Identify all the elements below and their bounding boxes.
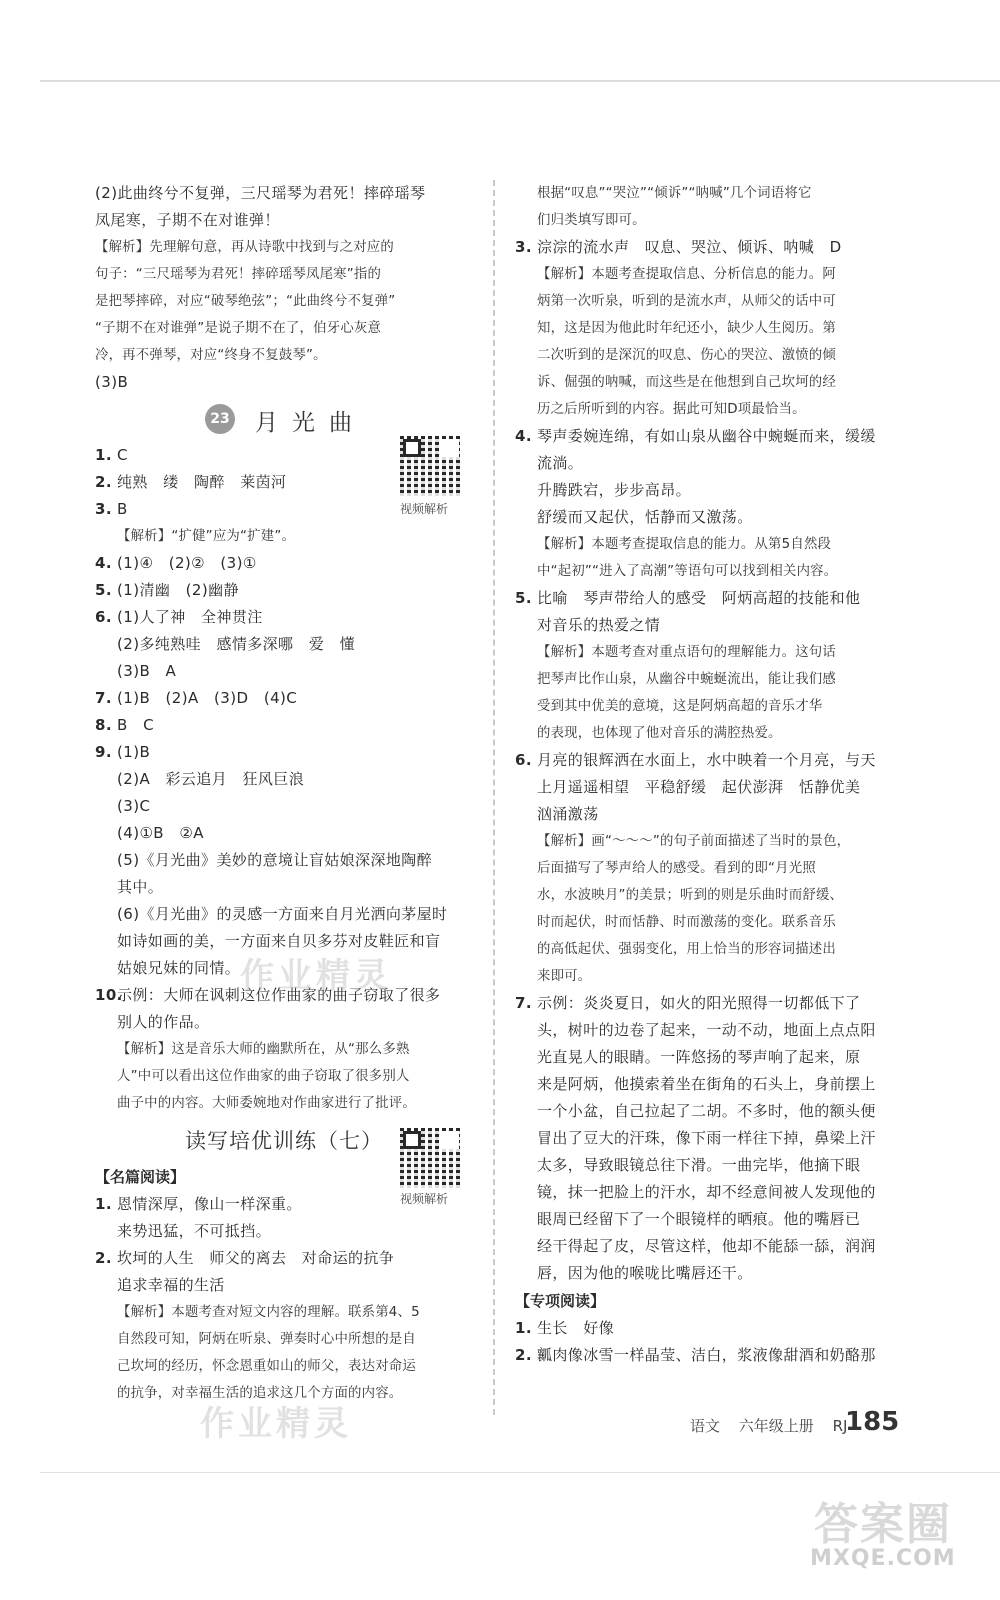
top-rule: [40, 80, 1000, 82]
answer-line: [95, 1009, 480, 1036]
answer-line: [515, 423, 910, 450]
answer-text: 示例：大师在讽刺这位作曲家的曲子窃取了很多: [117, 986, 441, 1004]
answer-line: [95, 847, 480, 874]
training-answers: [95, 1191, 480, 1407]
explanation-text: 的抗争，对幸福生活的追求这几个方面的内容。: [117, 1386, 403, 1401]
answer-text: 经干得起了皮，尽管这样，他却不能舔一舔，润润: [537, 1237, 876, 1255]
answer-line: [515, 504, 910, 531]
explanation-line: [515, 666, 910, 693]
answer-line: [515, 585, 910, 612]
explanation-line: “子期不在对谁弹”是说子期不在了，伯牙心灰意: [95, 321, 382, 336]
left-column: [95, 180, 480, 1407]
answer-line: [515, 1125, 910, 1152]
explanation-text: 炳第一次听泉，听到的是流水声，从师父的话中可: [537, 294, 836, 309]
explanation-line: [515, 180, 910, 207]
lesson-number-badge: 23: [205, 404, 235, 434]
explanation-text: 来即可。: [537, 969, 592, 984]
answer-text: 头，树叶的边卷了起来，一动不动，地面上点点阳: [537, 1021, 876, 1039]
answer-text: 汹涌激荡: [537, 805, 599, 823]
answer-text: 来是阿炳，他摸索着坐在街角的石头上，身前摆上: [537, 1075, 876, 1093]
training-title: 读写培优训练（七）: [185, 1129, 383, 1153]
answer-text: 一个小盆，自己拉起了二胡。不多时，他的额头便: [537, 1102, 876, 1120]
explanation-line: [515, 558, 910, 585]
answer-text: (4)①B ②A: [117, 824, 204, 842]
explanation-text: 人”中可以看出这位作曲家的曲子窃取了很多别人: [117, 1069, 410, 1084]
question-number: 9.: [95, 743, 112, 761]
explanation-text: 水，水波映月”的美景；听到的则是乐曲时而舒缓、: [537, 888, 844, 903]
answer-text: 比喻 琴声带给人的感受 阿炳高超的技能和他: [537, 589, 861, 607]
answer-text: (5)《月光曲》美妙的意境让盲姑娘深深地陶醉: [117, 851, 433, 869]
explanation-line: 是把琴摔碎，对应“破琴绝弦”；“此曲终兮不复弹”: [95, 294, 396, 309]
question-number: 6.: [95, 608, 112, 626]
answer-line: [95, 631, 480, 658]
explanation-text: 受到其中优美的意境，这是阿炳高超的音乐才华: [537, 699, 823, 714]
explanation-line: [515, 963, 910, 990]
answer-line: 凤尾寒，子期不在对谁弹！: [95, 211, 280, 229]
answer-text: 生长 好像: [537, 1319, 615, 1337]
qr-code-icon[interactable]: [400, 1128, 460, 1188]
explanation-text: 后面描写了琴声给人的感受。看到的即“月光照: [537, 861, 816, 876]
explanation-line: [95, 1353, 480, 1380]
question-number: 5.: [95, 581, 112, 599]
answer-text: 恩情深厚，像山一样深重。: [117, 1195, 302, 1213]
answer-text: (3)B A: [117, 662, 177, 680]
qr-code-icon[interactable]: [400, 436, 460, 496]
answer-text: 坎坷的人生 师父的离去 对命运的抗争: [117, 1249, 395, 1267]
brand-logo: [810, 1488, 970, 1588]
answer-line: [515, 1017, 910, 1044]
question-number: 2.: [515, 1346, 532, 1364]
explanation-line: [95, 1090, 480, 1117]
explanation-line: [515, 936, 910, 963]
explanation-text: 【解析】本题考查对短文内容的理解。联系第4、5: [117, 1305, 420, 1320]
question-number: 2.: [95, 1249, 112, 1267]
watermark: 作业精灵: [240, 956, 392, 996]
explanation-text: 二次听到的是深沉的叹息、伤心的哭泣、激愤的倾: [537, 348, 836, 363]
answer-line: [515, 1152, 910, 1179]
answer-line: [515, 990, 910, 1017]
answer-text: (2)A 彩云追月 狂风巨浪: [117, 770, 305, 788]
answer-text: 唇，因为他的喉咙比嘴唇还干。: [537, 1264, 753, 1282]
answer-text: 来势迅猛，不可抵挡。: [117, 1222, 272, 1240]
explanation-line: [515, 855, 910, 882]
answer-text: 舒缓而又起伏，恬静而又激荡。: [537, 508, 753, 526]
explanation-text: 根据“叹息”“哭泣”“倾诉”“呐喊”几个词语将它: [537, 186, 812, 201]
explanation-line: [515, 207, 910, 234]
answer-line: [95, 766, 480, 793]
answer-text: (3)C: [117, 797, 151, 815]
answer-line: [95, 658, 480, 685]
explanation-text: 【解析】“扩健”应为“扩建”。: [117, 529, 296, 544]
lesson-title-row: [95, 400, 480, 440]
answer-line: [515, 234, 910, 261]
explanation-text: 自然段可知，阿炳在听泉、弹奏时心中所想的是自: [117, 1332, 416, 1347]
explanation-line: 冷，再不弹琴，对应“终身不复鼓琴”。: [95, 348, 327, 363]
answer-line: [515, 801, 910, 828]
brand-logo-text: 答案圈: [814, 1499, 952, 1550]
answer-line: [95, 712, 480, 739]
answer-line: [95, 820, 480, 847]
answer-line: [515, 747, 910, 774]
answer-text: 追求幸福的生活: [117, 1276, 225, 1294]
answer-line: [95, 739, 480, 766]
answer-line: [515, 612, 910, 639]
explanation-line: [95, 523, 480, 550]
answer-text: 镜，抹一把脸上的汗水，却不经意间被人发现他的: [537, 1183, 876, 1201]
answer-text: (1)④ (2)② (3)①: [117, 554, 257, 572]
right-column: [515, 180, 910, 1369]
answer-line: [515, 1071, 910, 1098]
bottom-rule: [40, 1472, 1000, 1473]
column-divider: [493, 180, 495, 1415]
watermark: 作业精灵: [200, 1404, 352, 1444]
explanation-text: 的高低起伏、强弱变化，用上恰当的形容词描述出: [537, 942, 836, 957]
explanation-line: 句子：“三尺瑶琴为君死！摔碎瑶琴凤尾寒”指的: [95, 267, 382, 282]
question-number: 8.: [95, 716, 112, 734]
answer-text: 流淌。: [537, 454, 584, 472]
question-number: 4.: [515, 427, 532, 445]
lesson-answers: [95, 442, 480, 1117]
answer-line: [515, 1098, 910, 1125]
answer-line: [515, 477, 910, 504]
explanation-line: [95, 1326, 480, 1353]
explanation-text: 中“起初”“进入了高潮”等语句可以找到相关内容。: [537, 564, 838, 579]
explanation-line: [515, 342, 910, 369]
question-number: 3.: [95, 500, 112, 518]
answer-line: [95, 793, 480, 820]
explanation-line: [515, 288, 910, 315]
explanation-line: [515, 639, 910, 666]
explanation-line: [515, 369, 910, 396]
answer-text: (1)人了神 全神贯注: [117, 608, 263, 626]
answer-text: 别人的作品。: [117, 1013, 210, 1031]
explanation-line: [515, 315, 910, 342]
explanation-line: [95, 1063, 480, 1090]
explanation-text: 知，这是因为他此时年纪还小，缺少人生阅历。第: [537, 321, 836, 336]
answer-line: [95, 874, 480, 901]
answer-line: [515, 450, 910, 477]
question-number: 2.: [95, 473, 112, 491]
answer-text: 姑娘兄妹的同情。: [117, 959, 241, 977]
explanation-text: 【解析】本题考查提取信息、分析信息的能力。阿: [537, 267, 836, 282]
brand-logo-url: MXQE.COM: [810, 1546, 956, 1571]
answer-line: [515, 774, 910, 801]
answer-line: [95, 1272, 480, 1299]
answer-text: (1)清幽 (2)幽静: [117, 581, 239, 599]
answer-text: (2)多纯熟哇 感情多深哪 爱 懂: [117, 635, 356, 653]
answer-text: 对音乐的热爱之情: [537, 616, 661, 634]
explanation-text: 们归类填写即可。: [537, 213, 646, 228]
question-number: 1.: [95, 1195, 112, 1213]
right-answers: [515, 180, 910, 1287]
answer-text: 太多，导致眼镜总往下滑。一曲完毕，他摘下眼: [537, 1156, 861, 1174]
answer-text: B: [117, 500, 128, 518]
explanation-line: [515, 909, 910, 936]
explanation-line: [515, 693, 910, 720]
answer-text: 眼周已经留下了一个眼镜样的晒痕。他的嘴唇已: [537, 1210, 861, 1228]
question-number: 3.: [515, 238, 532, 256]
explanation-line: [515, 261, 910, 288]
answer-text: 光直晃人的眼睛。一阵悠扬的琴声响了起来，原: [537, 1048, 861, 1066]
footer-subject: 语文: [690, 1417, 721, 1435]
question-number: 1.: [95, 446, 112, 464]
answer-line: [95, 577, 480, 604]
footer-edition: RJ: [832, 1417, 848, 1435]
answer-text: 上月遥遥相望 平稳舒缓 起伏澎湃 恬静优美: [537, 778, 861, 796]
lesson-title: 月光曲: [255, 410, 366, 436]
answer-text: 瓤肉像冰雪一样晶莹、洁白，浆液像甜酒和奶酪那: [537, 1346, 876, 1364]
question-number: 5.: [515, 589, 532, 607]
answer-text: 示例：炎炎夏日，如火的阳光照得一切都低下了: [537, 994, 861, 1012]
question-number: 6.: [515, 751, 532, 769]
explanation-text: 【解析】画“～～～”的句子前面描述了当时的景色，: [537, 834, 851, 849]
answer-line: [95, 901, 480, 928]
explanation-text: 【解析】本题考查提取信息的能力。从第5自然段: [537, 537, 832, 552]
answer-line: [515, 1179, 910, 1206]
answer-line: [95, 685, 480, 712]
answer-line: [515, 1315, 910, 1342]
question-number: 4.: [95, 554, 112, 572]
answer-line: [515, 1260, 910, 1287]
question-number: 7.: [515, 994, 532, 1012]
explanation-text: 的表现，也体现了他对音乐的满腔热爱。: [537, 726, 782, 741]
section-header-famous-reading: 【名篇阅读】: [95, 1168, 186, 1186]
answer-text: 纯熟 缕 陶醉 莱茵河: [117, 473, 287, 491]
answer-text: 琴声委婉连绵，有如山泉从幽谷中蜿蜒而来，缓缓: [537, 427, 876, 445]
answer-line: [95, 1245, 480, 1272]
answer-text: B C: [117, 716, 154, 734]
question-number: 10.: [95, 986, 123, 1004]
explanation-text: 历之后所听到的内容。据此可知D项最恰当。: [537, 402, 806, 417]
answer-line: [95, 604, 480, 631]
answer-line: [515, 1342, 910, 1369]
page-number: 185: [845, 1407, 900, 1437]
explanation-line: [515, 828, 910, 855]
answer-text: (1)B (2)A (3)D (4)C: [117, 689, 298, 707]
answer-line: [515, 1206, 910, 1233]
page-footer: [690, 1407, 900, 1437]
answer-text: 月亮的银辉洒在水面上，水中映着一个月亮，与天: [537, 751, 876, 769]
explanation-text: 己坎坷的经历，怀念恩重如山的师父，表达对命运: [117, 1359, 416, 1374]
explanation-text: 时而起伏，时而恬静、时而激荡的变化。联系音乐: [537, 915, 836, 930]
answer-line: [515, 1233, 910, 1260]
answer-text: C: [117, 446, 128, 464]
qr-label: 视频解析: [400, 1192, 449, 1206]
explanation-text: 【解析】本题考查对重点语句的理解能力。这句话: [537, 645, 836, 660]
intro-block: [95, 180, 480, 396]
answer-text: 冒出了豆大的汗珠，像下雨一样往下掉，鼻梁上汗: [537, 1129, 876, 1147]
answer-text: (1)B: [117, 743, 151, 761]
answer-text: (6)《月光曲》的灵感一方面来自月光洒向茅屋时: [117, 905, 448, 923]
answer-line: (2)此曲终兮不复弹，三尺瑶琴为君死！摔碎瑶琴: [95, 184, 426, 202]
footer-grade: 六年级上册: [738, 1417, 814, 1435]
question-number: 1.: [515, 1319, 532, 1337]
explanation-line: [95, 1299, 480, 1326]
answer-line: [95, 550, 480, 577]
answer-text: 如诗如画的美，一方面来自贝多芬对皮鞋匠和盲: [117, 932, 441, 950]
explanation-line: 【解析】先理解句意，再从诗歌中找到与之对应的: [95, 240, 394, 255]
explanation-line: [515, 396, 910, 423]
explanation-line: [95, 1036, 480, 1063]
qr-label: 视频解析: [400, 502, 449, 516]
explanation-text: 诉、倔强的呐喊，而这些是在他想到自己坎坷的经: [537, 375, 836, 390]
explanation-line: [515, 882, 910, 909]
explanation-text: 【解析】这是音乐大师的幽默所在，从“那么多熟: [117, 1042, 410, 1057]
explanation-line: [515, 720, 910, 747]
answer-line: (3)B: [95, 373, 129, 391]
explanation-text: 把琴声比作山泉，从幽谷中蜿蜒流出，能让我们感: [537, 672, 836, 687]
section-header-special-reading: 【专项阅读】: [515, 1292, 606, 1310]
answer-line: [95, 1218, 480, 1245]
special-reading-answers: [515, 1315, 910, 1369]
question-number: 7.: [95, 689, 112, 707]
explanation-text: 曲子中的内容。大师委婉地对作曲家进行了批评。: [117, 1096, 416, 1111]
answer-line: [515, 1044, 910, 1071]
explanation-line: [515, 531, 910, 558]
answer-text: 升腾跌宕，步步高昂。: [537, 481, 692, 499]
answer-text: 淙淙的流水声 叹息、哭泣、倾诉、呐喊 D: [537, 238, 842, 256]
answer-text: 其中。: [117, 878, 164, 896]
